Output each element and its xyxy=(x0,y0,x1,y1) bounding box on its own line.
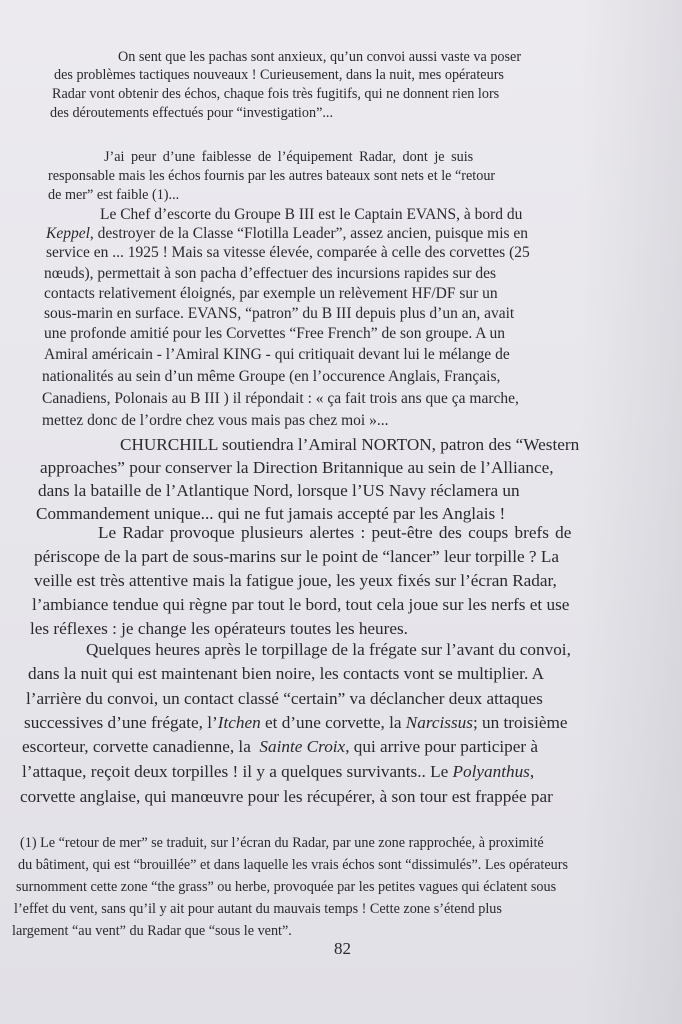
text-line: des problèmes tactiques nouveaux ! Curieusement, dans la nuit, mes opérateurs xyxy=(54,67,504,83)
text-line: Le Chef d’escorte du Groupe B III est le Captain EVANS, à bord du xyxy=(100,206,523,223)
text-line: On sent que les pachas sont anxieux, qu’un convoi aussi vaste va poser xyxy=(118,49,522,65)
text-line: de mer” est faible (1)... xyxy=(48,187,180,203)
text-line: contacts relativement éloignés, par exemple un relèvement HF/DF sur un xyxy=(44,285,498,302)
text-line: des déroutements effectués pour “investigation”... xyxy=(50,105,334,121)
text-line: successives d’une frégate, l’Itchen et d’une corvette, la Narcissus; un troisième xyxy=(24,713,568,732)
text-line: CHURCHILL soutiendra l’Amiral NORTON, patron des “Western xyxy=(120,435,580,454)
footnote-line: surnomment cette zone “the grass” ou herbe, provoquée par les petites vagues qui éclatent sous xyxy=(16,879,557,895)
text-line: nœuds), permettait à son pacha d’effectuer des incursions rapides sur des xyxy=(44,265,497,282)
text-line: Radar vont obtenir des échos, chaque fois très fugitifs, qui ne donnent rien lors xyxy=(52,86,500,102)
text-line: corvette anglaise, qui manœuvre pour les récupérer, à son tour est frappée par xyxy=(20,787,553,806)
text-line: Quelques heures après le torpillage de la frégate sur l’avant du convoi, xyxy=(86,640,571,659)
text-line: J’ai peur d’une faiblesse de l’équipement Radar, dont je suis xyxy=(104,149,474,165)
text-line: l’attaque, reçoit deux torpilles ! il y a quelques survivants.. Le Polyanthus, xyxy=(22,762,535,781)
text-line: les réflexes : je change les opérateurs toutes les heures. xyxy=(30,619,408,638)
text-line: mettez donc de l’ordre chez vous mais pas chez moi »... xyxy=(42,412,389,429)
text-line: approaches” pour conserver la Direction Britannique au sein de l’Alliance, xyxy=(40,458,554,477)
text-line: Amiral américain - l’Amiral KING - qui critiquait devant lui le mélange de xyxy=(44,346,510,363)
text-line: l’arrière du convoi, un contact classé “certain” va déclancher deux attaques xyxy=(26,689,543,708)
text-line: escorteur, corvette canadienne, la Sainte Croix, qui arrive pour participer à xyxy=(22,737,539,756)
page-number: 82 xyxy=(334,939,351,958)
footnote-line: largement “au vent” du Radar que “sous le vent”. xyxy=(12,923,292,939)
text-line: l’ambiance tendue qui règne par tout le bord, tout cela joue sur les nerfs et use xyxy=(32,595,570,614)
footnote-line: (1) Le “retour de mer” se traduit, sur l’écran du Radar, par une zone rapprochée, à proximité xyxy=(20,835,544,851)
text-line: périscope de la part de sous-marins sur le point de “lancer” leur torpille ? La xyxy=(34,547,559,566)
text-line: une profonde amitié pour les Corvettes “Free French” de son groupe. A un xyxy=(44,325,506,342)
text-line: Le Radar provoque plusieurs alertes : peut-être des coups brefs de xyxy=(98,523,572,542)
footnote-line: du bâtiment, qui est “brouillée” et dans laquelle les vrais échos sont “dissimulés”. Les opérateurs xyxy=(18,857,569,873)
text-line: Canadiens, Polonais au B III ) il répondait : « ça fait trois ans que ça marche, xyxy=(42,390,519,407)
text-line: Commandement unique... qui ne fut jamais accepté par les Anglais ! xyxy=(36,504,506,523)
text-line: Keppel, destroyer de la Classe “Flotilla Leader”, assez ancien, puisque mis en xyxy=(46,225,529,242)
text-line: sous-marin en surface. EVANS, “patron” du B III depuis plus d’un an, avait xyxy=(44,305,515,322)
text-line: service en ... 1925 ! Mais sa vitesse élevée, comparée à celle des corvettes (25 xyxy=(46,244,530,261)
text-line-rest: , destroyer de la Classe “Flotilla Leader”, assez ancien, puisque mis en xyxy=(89,225,529,242)
text-line: responsable mais les échos fournis par les autres bateaux sont nets et le “retour xyxy=(48,168,496,184)
page-shadow xyxy=(580,0,682,1024)
text-line: dans la nuit qui est maintenant bien noire, les contacts vont se multiplier. A xyxy=(28,664,545,683)
footnote-line: l’effet du vent, sans qu’il y ait pour autant du mauvais temps ! Cette zone s’étend plus xyxy=(14,901,502,917)
text-line: dans la bataille de l’Atlantique Nord, lorsque l’US Navy réclamera un xyxy=(38,481,520,500)
text-line: veille est très attentive mais la fatigue joue, les yeux fixés sur l’écran Radar, xyxy=(34,571,557,590)
text-line: nationalités au sein d’un même Groupe (en l’occurence Anglais, Français, xyxy=(42,368,501,385)
